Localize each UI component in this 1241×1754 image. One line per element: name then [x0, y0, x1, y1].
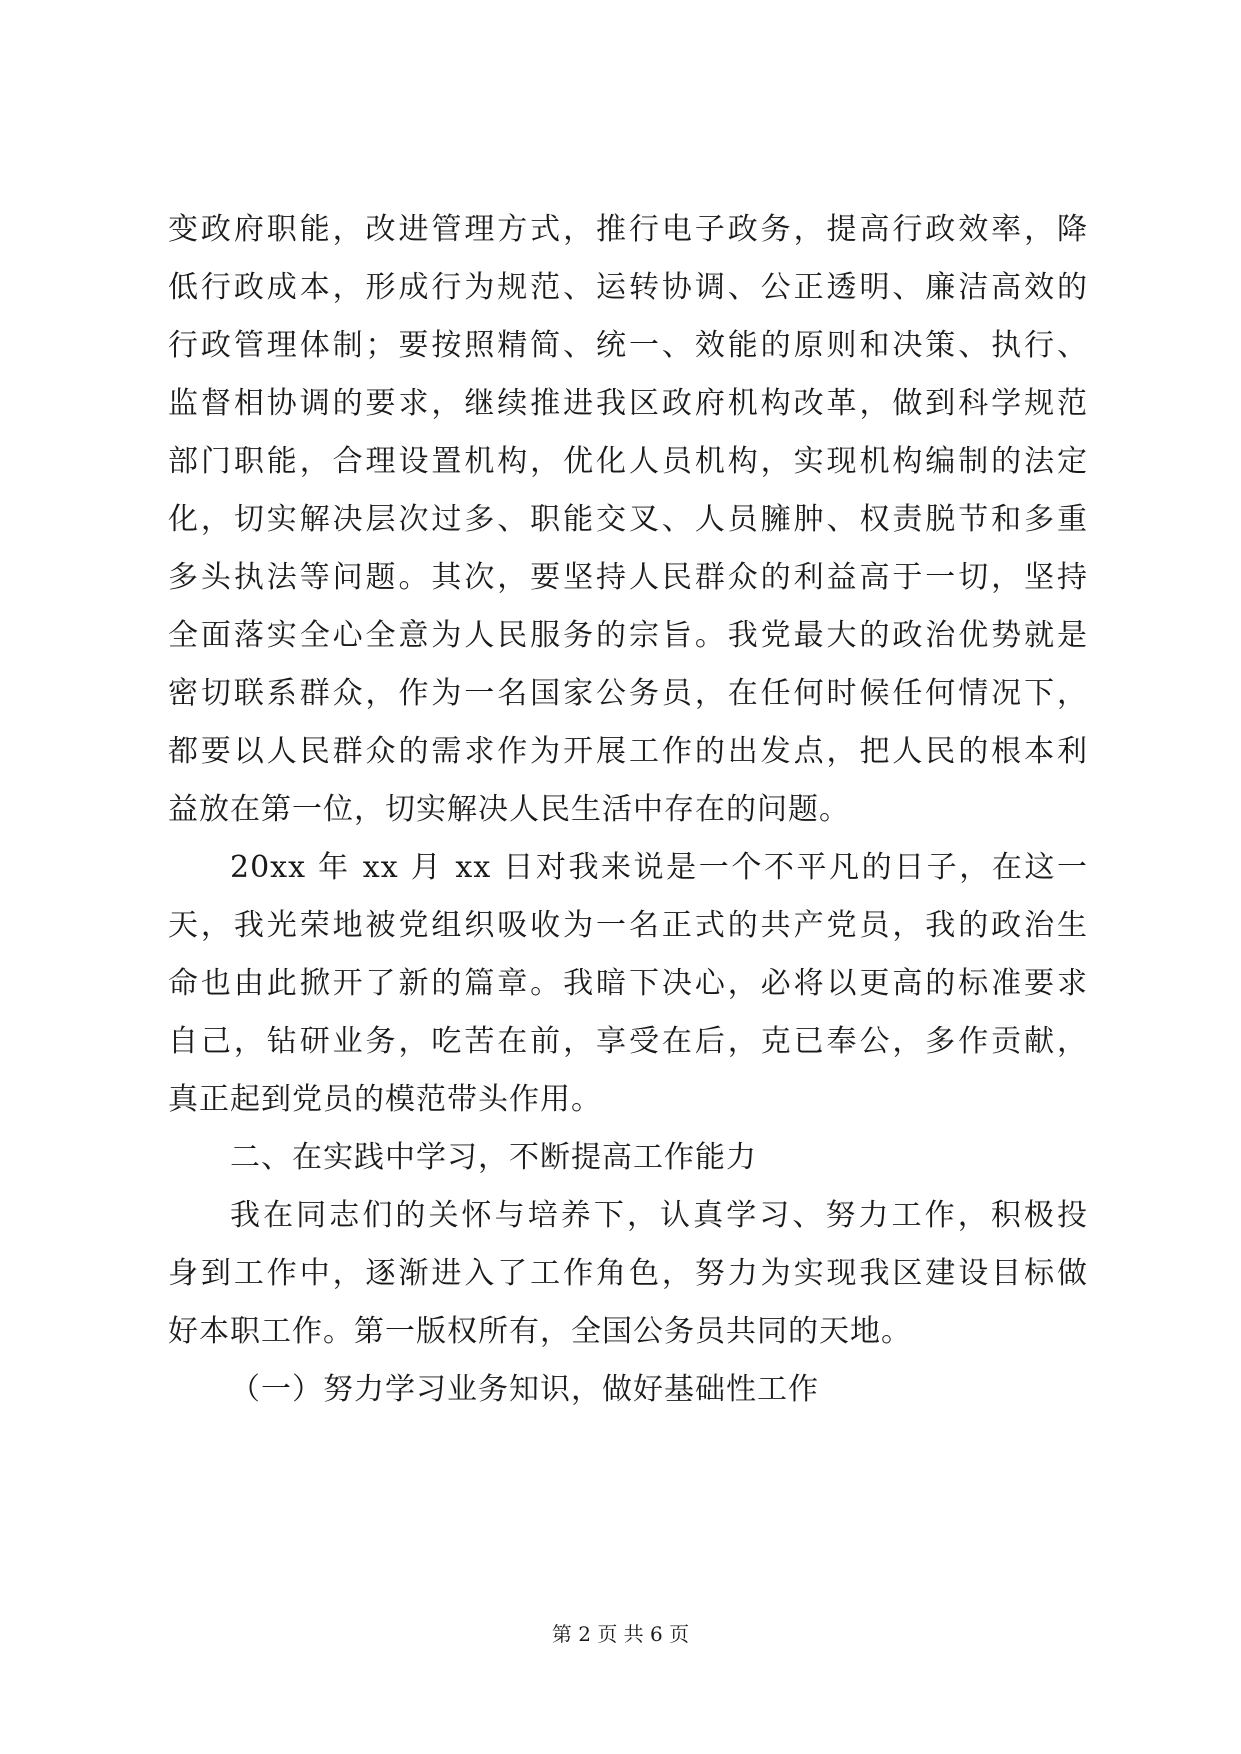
body-text-line: 密切联系群众，作为一名国家公务员，在任何时候任何情况下，	[168, 676, 1088, 711]
section-heading: 二、在实践中学习，不断提高工作能力	[230, 1140, 757, 1175]
paragraph-first-line: 20xx 年 xx 月 xx 日对我来说是一个不平凡的日子，在这一	[230, 850, 1088, 885]
body-text-line: 全面落实全心全意为人民服务的宗旨。我党最大的政治优势就是	[168, 618, 1088, 653]
body-text-line: 命也由此掀开了新的篇章。我暗下决心，必将以更高的标准要求	[168, 966, 1088, 1001]
body-text-line: 好本职工作。第一版权所有，全国公务员共同的天地。	[168, 1314, 912, 1349]
subsection-heading: （一）努力学习业务知识，做好基础性工作	[230, 1372, 819, 1407]
page-number-footer: 第 2 页 共 6 页	[551, 1622, 690, 1646]
body-text-line: 监督相协调的要求，继续推进我区政府机构改革，做到科学规范	[168, 386, 1088, 421]
body-text-line: 身到工作中，逐渐进入了工作角色，努力为实现我区建设目标做	[168, 1256, 1088, 1291]
body-text-line: 益放在第一位，切实解决人民生活中存在的问题。	[168, 792, 850, 827]
body-text-line: 多头执法等问题。其次，要坚持人民群众的利益高于一切，坚持	[168, 560, 1088, 595]
paragraph-first-line: 我在同志们的关怀与培养下，认真学习、努力工作，积极投	[230, 1198, 1088, 1233]
body-text-line: 真正起到党员的模范带头作用。	[168, 1082, 602, 1117]
body-text-line: 低行政成本，形成行为规范、运转协调、公正透明、廉洁高效的	[168, 270, 1088, 305]
body-text-line: 变政府职能，改进管理方式，推行电子政务，提高行政效率，降	[168, 212, 1088, 247]
body-text-line: 化，切实解决层次过多、职能交叉、人员臃肿、权责脱节和多重	[168, 502, 1088, 537]
body-text-line: 自己，钻研业务，吃苦在前，享受在后，克已奉公，多作贡献，	[168, 1024, 1088, 1059]
body-text-line: 天，我光荣地被党组织吸收为一名正式的共产党员，我的政治生	[168, 908, 1088, 943]
body-text-line: 部门职能，合理设置机构，优化人员机构，实现机构编制的法定	[168, 444, 1088, 479]
body-text-line: 都要以人民群众的需求作为开展工作的出发点，把人民的根本利	[168, 734, 1088, 769]
body-text-line: 行政管理体制；要按照精简、统一、效能的原则和决策、执行、	[168, 328, 1088, 363]
